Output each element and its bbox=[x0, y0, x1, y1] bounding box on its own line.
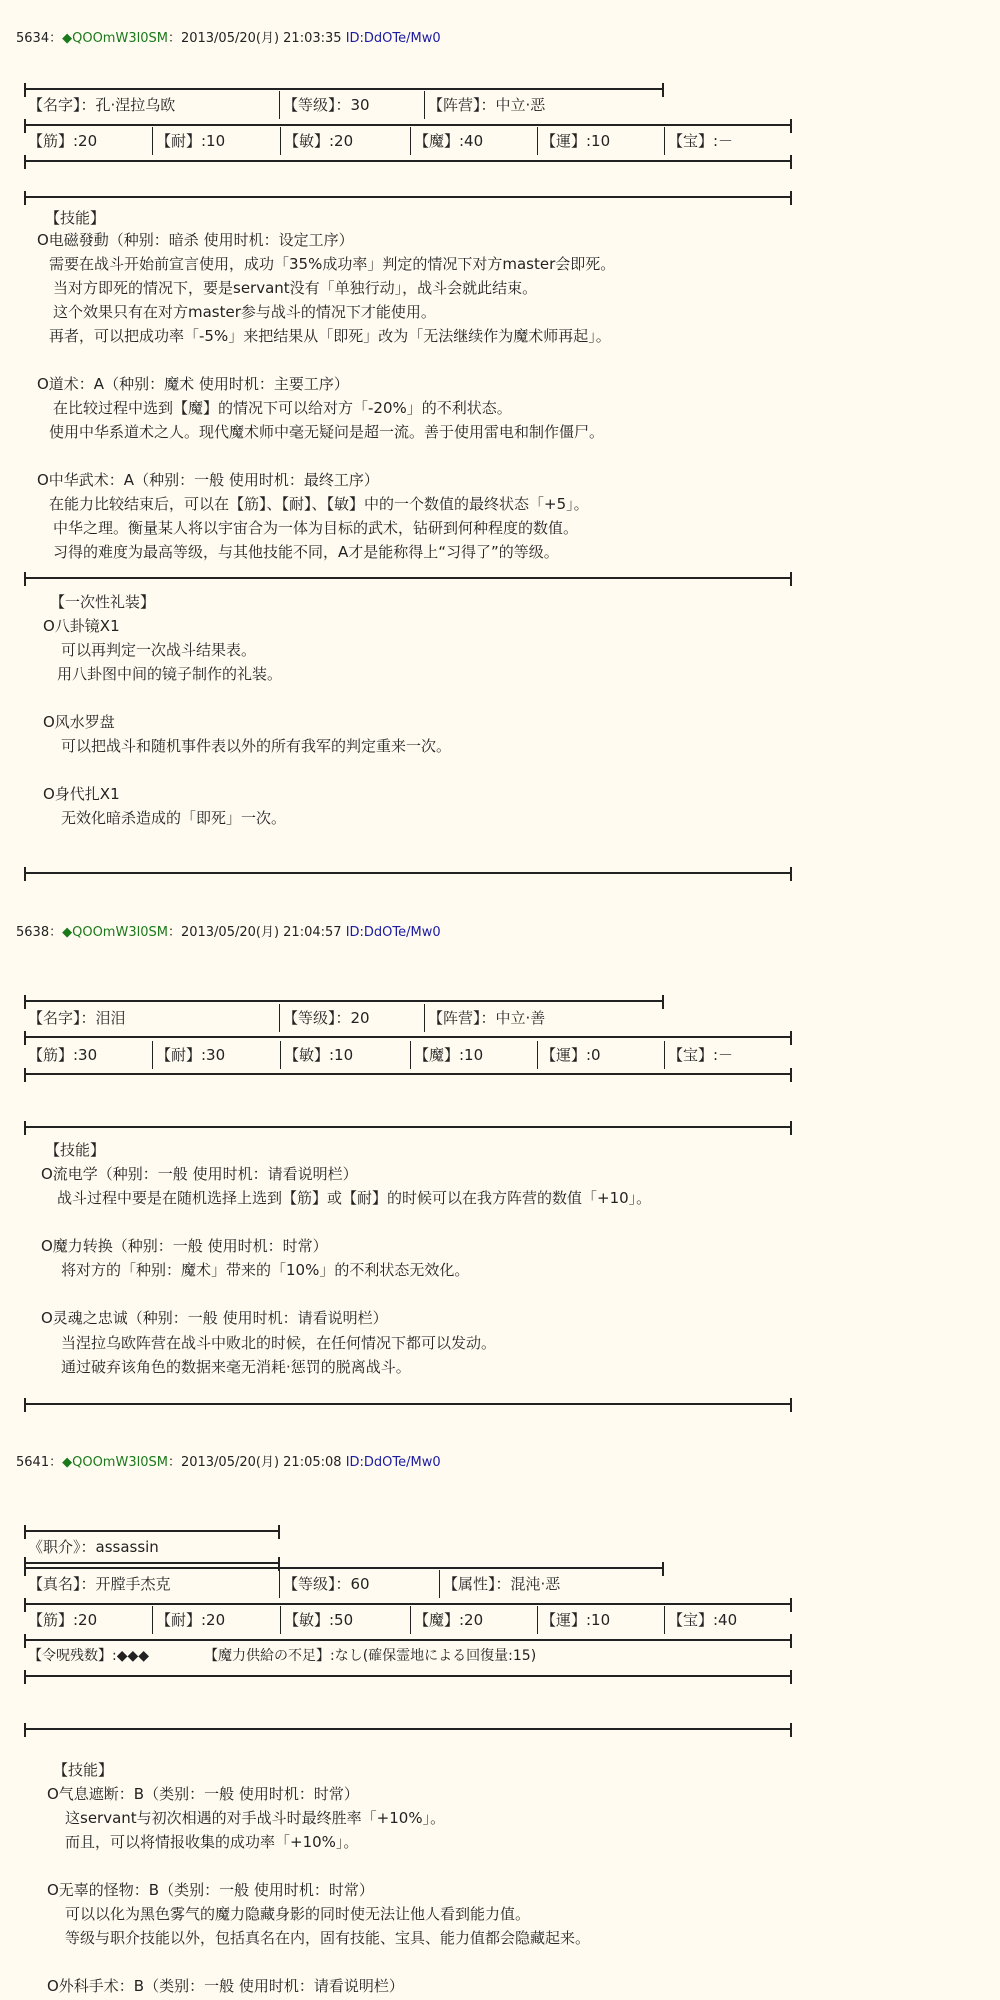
divider bbox=[24, 872, 792, 874]
stat-agi: 【敏】:50 bbox=[280, 1610, 410, 1630]
stat-mag: 【魔】:40 bbox=[410, 131, 537, 151]
class-field: 《职介》：assassin bbox=[28, 1538, 159, 1556]
skill-name: O流电学（种别：一般 使用时机：请看说明栏） bbox=[41, 1165, 358, 1183]
stat-luck: 【運】:0 bbox=[537, 1045, 664, 1065]
skill-name: O电磁發動（种别：暗杀 使用时机：设定工序） bbox=[37, 231, 354, 249]
profile-row bbox=[24, 1008, 664, 1028]
poster-name: ◆QOOmW3l0SM bbox=[62, 31, 168, 46]
item-name: O八卦镜X1 bbox=[43, 617, 120, 635]
divider bbox=[24, 1073, 792, 1075]
divider bbox=[24, 1126, 792, 1128]
stat-mag: 【魔】:10 bbox=[410, 1045, 537, 1065]
stats-row bbox=[24, 131, 792, 151]
post-date: ：2013/05/20(月) 21:05:08 bbox=[167, 1455, 342, 1470]
stat-mag: 【魔】:20 bbox=[410, 1610, 537, 1630]
divider bbox=[24, 1567, 664, 1569]
post-number[interactable]: 5634 bbox=[16, 31, 50, 46]
true-name-field: 【真名】：开膛手杰克 bbox=[28, 1575, 171, 1593]
stats-row bbox=[24, 1610, 792, 1630]
stat-con: 【耐】:20 bbox=[152, 1610, 280, 1630]
stat-str: 【筋】:30 bbox=[28, 1046, 98, 1064]
divider bbox=[24, 1562, 280, 1564]
divider bbox=[24, 1000, 664, 1002]
post-separator: ： bbox=[49, 925, 63, 940]
post-date: ：2013/05/20(月) 21:03:35 bbox=[167, 31, 342, 46]
skill-name: O外科手术：B（类别：一般 使用时机：请看说明栏） bbox=[47, 1977, 404, 1995]
skill-name: O气息遮断：B（类别：一般 使用时机：时常） bbox=[47, 1785, 359, 1803]
stat-str: 【筋】:20 bbox=[28, 1611, 98, 1629]
alignment-field: 【阵营】：中立·善 bbox=[424, 1008, 664, 1028]
poster-name: ◆QOOmW3l0SM bbox=[62, 925, 168, 940]
skill-desc: 需要在战斗开始前宣言使用，成功「35%成功率」判定的情况下对方master会即死。 bbox=[49, 255, 616, 273]
item-name: O身代扎X1 bbox=[43, 785, 120, 803]
poster-id[interactable]: ID:DdOTe/Mw0 bbox=[345, 1455, 441, 1470]
skill-desc: 在能力比较结束后，可以在【筋】、【耐】、【敏】中的一个数值的最终状态「+5」。 bbox=[49, 495, 589, 513]
skill-name: O道术：A（种别：魔术 使用时机：主要工序） bbox=[37, 375, 349, 393]
divider bbox=[24, 196, 792, 198]
skill-desc: 这servant与初次相遇的对手战斗时最终胜率「+10%」。 bbox=[65, 1809, 446, 1827]
profile-row bbox=[24, 95, 664, 115]
skill-desc: 使用中华系道术之人。现代魔术师中毫无疑问是超一流。善于使用雷电和制作僵尸。 bbox=[49, 423, 605, 441]
level-field: 【等级】：20 bbox=[279, 1008, 424, 1028]
skill-desc: 当涅拉乌欧阵营在战斗中败北的时候，在任何情况下都可以发动。 bbox=[61, 1334, 497, 1352]
divider bbox=[24, 1675, 792, 1677]
stat-str: 【筋】:20 bbox=[28, 132, 98, 150]
skill-desc: 而且，可以将情报收集的成功率「+10%」。 bbox=[65, 1833, 359, 1851]
divider bbox=[24, 1036, 792, 1038]
skill-desc: 通过破弃该角色的数据来毫无消耗·惩罚的脱离战斗。 bbox=[61, 1358, 411, 1376]
post-number[interactable]: 5641 bbox=[16, 1455, 50, 1470]
post-date: ：2013/05/20(月) 21:04:57 bbox=[167, 925, 342, 940]
divider bbox=[24, 160, 792, 162]
divider bbox=[24, 1639, 792, 1641]
item-desc: 可以把战斗和随机事件表以外的所有我军的判定重来一次。 bbox=[61, 737, 452, 755]
stat-luck: 【運】:10 bbox=[537, 1610, 664, 1630]
post-header bbox=[16, 27, 441, 46]
stat-luck: 【運】:10 bbox=[537, 131, 664, 151]
stats-row bbox=[24, 1045, 792, 1065]
skill-desc: 战斗过程中要是在随机选择上选到【筋】或【耐】的时候可以在我方阵营的数值「+10」。 bbox=[57, 1189, 652, 1207]
skill-name: O无辜的怪物：B（类别：一般 使用时机：时常） bbox=[47, 1881, 374, 1899]
skill-desc: 再者，可以把成功率「-5%」来把结果从「即死」改为「无法继续作为魔术师再起」。 bbox=[49, 327, 611, 345]
stat-np: 【宝】:－ bbox=[664, 1045, 792, 1065]
skills-heading: 【技能】 bbox=[45, 1141, 106, 1159]
skill-desc: 中华之理。衡量某人将以宇宙合为一体为目标的武术，钻研到何种程度的数值。 bbox=[53, 519, 579, 537]
stat-agi: 【敏】:10 bbox=[280, 1045, 410, 1065]
skill-name: O魔力转换（种别：一般 使用时机：时常） bbox=[41, 1237, 328, 1255]
divider bbox=[24, 1403, 792, 1405]
items-heading: 【一次性礼装】 bbox=[50, 593, 156, 611]
skill-desc: 将对方的「种别：魔术」带来的「10%」的不利状态无效化。 bbox=[61, 1261, 470, 1279]
mana-supply: 【魔力供給の不足】:なし(確保霊地による回復量:15) bbox=[204, 1648, 537, 1664]
skill-desc: 习得的难度为最高等级，与其他技能不同，A才是能称得上“习得了”的等级。 bbox=[53, 543, 559, 561]
skill-name: O中华武术：A（种别：一般 使用时机：最终工序） bbox=[37, 471, 379, 489]
alignment-field: 【阵营】：中立·恶 bbox=[424, 95, 664, 115]
post-separator: ： bbox=[49, 31, 63, 46]
divider bbox=[24, 1530, 280, 1532]
skill-desc: 可以以化为黑色雾气的魔力隐藏身影的同时使无法让他人看到能力值。 bbox=[65, 1905, 531, 1923]
divider bbox=[24, 1728, 792, 1730]
level-field: 【等级】：60 bbox=[279, 1574, 439, 1594]
item-desc: 无效化暗杀造成的「即死」一次。 bbox=[61, 809, 287, 827]
level-field: 【等级】：30 bbox=[279, 95, 424, 115]
item-desc: 可以再判定一次战斗结果表。 bbox=[61, 641, 257, 659]
poster-id[interactable]: ID:DdOTe/Mw0 bbox=[345, 31, 441, 46]
stat-agi: 【敏】:20 bbox=[280, 131, 410, 151]
item-name: O风水罗盘 bbox=[43, 713, 115, 731]
profile-row bbox=[24, 1574, 664, 1594]
skill-desc: 这个效果只有在对方master参与战斗的情况下才能使用。 bbox=[53, 303, 436, 321]
stat-np: 【宝】:40 bbox=[664, 1610, 792, 1630]
skill-name: O灵魂之忠诚（种别：一般 使用时机：请看说明栏） bbox=[41, 1309, 388, 1327]
skill-desc: 在比较过程中选到【魔】的情况下可以给对方「-20%」的不利状态。 bbox=[53, 399, 512, 417]
poster-id[interactable]: ID:DdOTe/Mw0 bbox=[345, 925, 441, 940]
skills-heading: 【技能】 bbox=[45, 209, 106, 227]
skill-desc: 等级与职介技能以外，包括真名在内，固有技能、宝具、能力值都会隐藏起来。 bbox=[65, 1929, 591, 1947]
divider bbox=[24, 88, 664, 90]
command-seals: 【令呪残数】:◆◆◆ bbox=[28, 1648, 150, 1664]
skill-desc: 当对方即死的情况下，要是servant没有「单独行动」，战斗会就此结束。 bbox=[53, 279, 538, 297]
post-separator: ： bbox=[49, 1455, 63, 1470]
stat-np: 【宝】:－ bbox=[664, 131, 792, 151]
divider bbox=[24, 577, 792, 579]
name-field: 【名字】：泪泪 bbox=[28, 1009, 126, 1027]
stat-con: 【耐】:30 bbox=[152, 1045, 280, 1065]
stat-con: 【耐】:10 bbox=[152, 131, 280, 151]
poster-name: ◆QOOmW3l0SM bbox=[62, 1455, 168, 1470]
post-header bbox=[16, 1451, 441, 1470]
attribute-field: 【属性】：混沌·恶 bbox=[439, 1574, 664, 1594]
divider bbox=[24, 1603, 792, 1605]
post-number[interactable]: 5638 bbox=[16, 925, 50, 940]
item-desc: 用八卦图中间的镜子制作的礼装。 bbox=[57, 665, 283, 683]
name-field: 【名字】：孔·涅拉乌欧 bbox=[28, 96, 176, 114]
skills-heading: 【技能】 bbox=[53, 1761, 114, 1779]
post-header bbox=[16, 921, 441, 940]
divider bbox=[24, 124, 792, 126]
